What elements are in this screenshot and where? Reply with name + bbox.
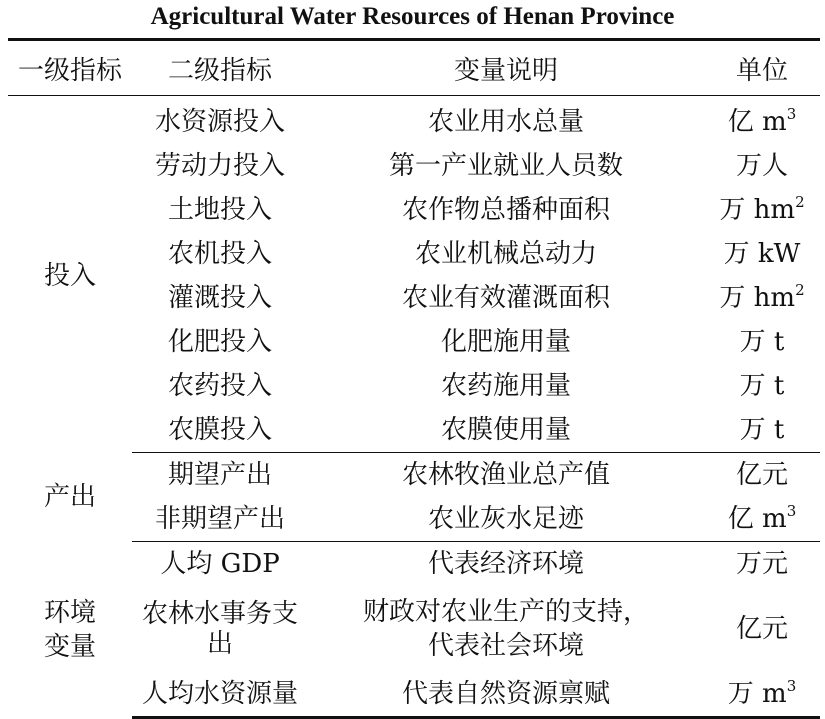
unit-cell (704, 96, 820, 145)
description-text: 财政对农业生产的支持，代表社会环境 (363, 597, 650, 661)
description-cell: 第一产业就业人员数 (388, 151, 623, 181)
indicator-cell: 非期望产出 (132, 497, 308, 542)
table-row (8, 453, 820, 498)
description-cell: 代表经济环境 (427, 549, 584, 579)
indicator-cell: 农药投入 (167, 371, 272, 401)
description-cell: 代表自然资源禀赋 (308, 672, 704, 718)
unit-superscript: 2 (795, 193, 805, 211)
table-title: Agricultural Water Resources of Henan Province (150, 3, 675, 30)
indicator-cell: 劳动力投入 (154, 151, 285, 181)
unit-text: 亿元 (735, 460, 788, 490)
unit-text: 万 t (739, 327, 785, 357)
unit-text: 万 t (739, 371, 785, 401)
unit-text: 万 hm (719, 283, 796, 313)
unit-cell (704, 188, 820, 232)
unit-text: 万元 (735, 549, 788, 579)
indicator-table (8, 38, 820, 719)
indicator-cell: 人均 GDP (160, 549, 280, 579)
description-cell: 农业机械总动力 (414, 239, 597, 269)
indicator-cell: 农机投入 (167, 239, 272, 269)
unit-cell (704, 232, 820, 276)
description-cell: 农业有效灌溉面积 (401, 283, 610, 313)
header-row (8, 40, 820, 96)
unit-text: 亿元 (735, 614, 788, 644)
unit-cell (704, 320, 820, 364)
unit-cell (704, 672, 820, 718)
indicator-cell: 人均水资源量 (132, 672, 308, 718)
unit-text: 万 kW (723, 239, 801, 269)
table-header (8, 40, 820, 96)
unit-cell (704, 542, 820, 587)
header-unit: 单位 (704, 40, 820, 96)
indicator-cell: 灌溉投入 (167, 283, 272, 313)
indicator-cell: 农林水事务支出 (141, 599, 298, 659)
unit-cell (704, 497, 820, 542)
unit-text: 万 m (727, 679, 787, 709)
category-cell (8, 542, 132, 718)
unit-cell (704, 144, 820, 188)
group-output (8, 453, 820, 542)
unit-cell (704, 408, 820, 453)
unit-text: 万人 (735, 151, 788, 181)
table-row (8, 542, 820, 587)
unit-superscript: 3 (786, 677, 797, 695)
unit-text: 万 t (739, 415, 785, 445)
group-input (8, 96, 820, 453)
description-cell: 化肥施用量 (440, 327, 571, 357)
indicator-cell: 土地投入 (167, 195, 272, 225)
description-cell: 农药施用量 (440, 371, 571, 401)
description-cell: 农林牧渔业总产值 (401, 460, 610, 490)
group-environment (8, 542, 820, 718)
description-cell: 农业用水总量 (427, 107, 584, 137)
header-primary-indicator: 一级指标 (8, 40, 132, 96)
header-variable-description: 变量说明 (308, 40, 704, 96)
unit-text: 亿 m (727, 107, 787, 137)
category-cell: 投入 (43, 261, 96, 292)
unit-superscript: 3 (786, 105, 797, 123)
description-cell: 农业灰水足迹 (308, 497, 704, 542)
indicator-cell: 水资源投入 (154, 107, 285, 137)
indicator-cell: 化肥投入 (167, 327, 272, 357)
unit-cell (704, 586, 820, 672)
unit-cell (704, 364, 820, 408)
description-cell (308, 586, 704, 672)
indicator-cell: 农膜投入 (132, 408, 308, 453)
header-secondary-indicator: 二级指标 (132, 40, 308, 96)
unit-text: 亿 m (727, 504, 787, 534)
unit-superscript: 3 (786, 502, 797, 520)
unit-superscript: 2 (795, 281, 805, 299)
category-text: 环境变量 (43, 597, 96, 662)
table-row (8, 96, 820, 145)
description-cell: 农作物总播种面积 (401, 195, 610, 225)
description-cell: 农膜使用量 (308, 408, 704, 453)
indicator-cell: 期望产出 (167, 460, 272, 490)
category-cell: 产出 (43, 482, 96, 512)
unit-cell (704, 276, 820, 320)
unit-text: 万 hm (719, 195, 796, 225)
unit-cell (704, 453, 820, 498)
